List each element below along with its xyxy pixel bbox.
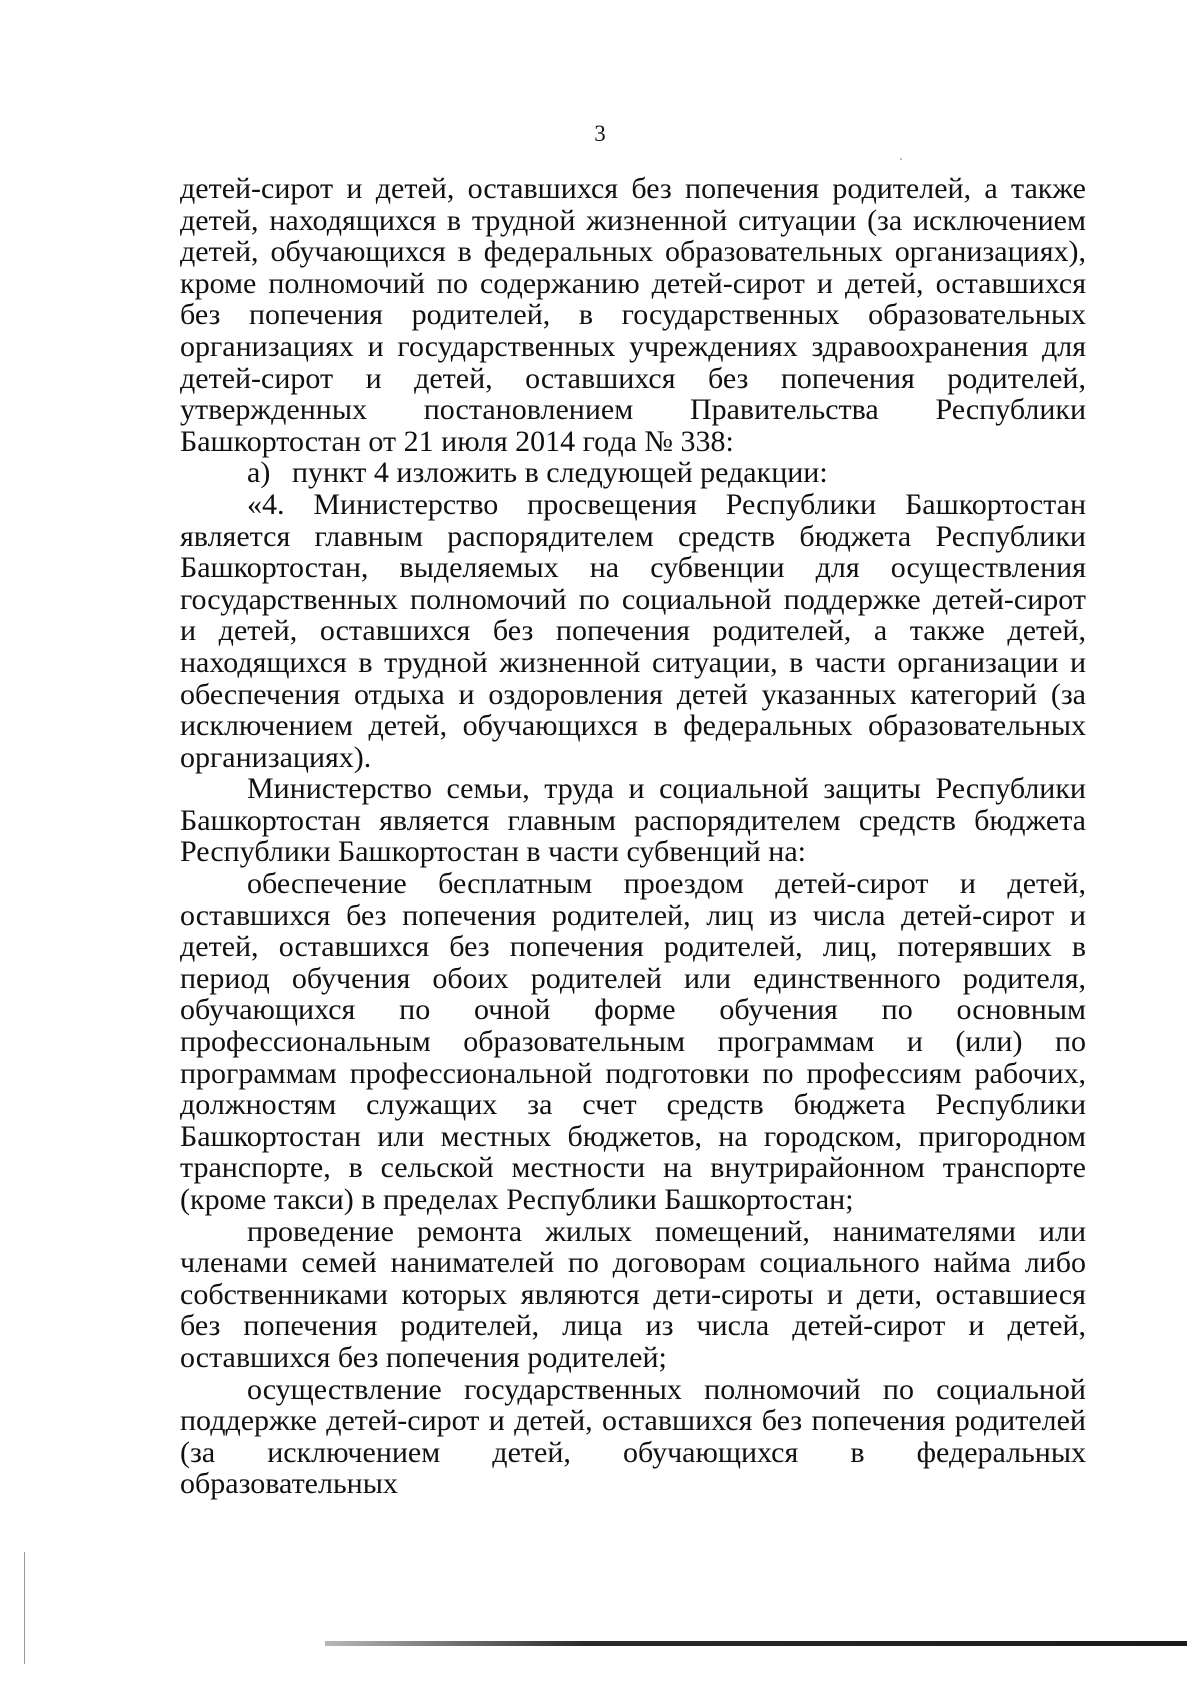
paragraph-ministry-family: Министерство семьи, труда и социальной защиты Республики Башкортостан является главным распорядителем средств бюджета Республики Башкортостан в части субвенций на: [180,772,1086,869]
paragraph-housing-repair: проведение ремонта жилых помещений, нанимателями или членами семей нанимателей по договорам социального найма либо собственниками которых являются дети-сироты и дети, оставшиеся без попечения родителей, лица из числа детей-сирот и детей, оставшихся без попечения родителей; [180,1214,1086,1374]
paragraph-state-powers: осуществление государственных полномочий по социальной поддержке детей-сирот и детей, оставшихся без попечения родителей (за исключением детей, обучающихся в федеральных образовательных [180,1372,1086,1501]
scan-left-edge-line [24,1552,25,1664]
subitem-a: а) пункт 4 изложить в следующей редакции: [247,456,828,490]
scan-bottom-edge-line [325,1641,1187,1646]
page-number: 3 [594,121,606,146]
paragraph-free-travel: обеспечение бесплатным проездом детей-сирот и детей, оставшихся без попечения родителей, лиц из числа детей-сирот и детей, оставшихся без попечения родителей, лиц, потерявших в период обучения обоих родителей или единственного родителя, обучающихся по очной форме обучения по основным профессиональным образовательным программам и (или) по программам профессиональной подготовки по профессиям рабочих, должностям служащих за счет средств бюджета Республики Башкортостан или местных бюджетов, на городском, пригородном транспорте, в сельской местности на внутрирайонном транспорте (кроме такси) в пределах Республики Башкортостан; [180,867,1086,1216]
paragraph-item-4: «4. Министерство просвещения Республики Башкортостан является главным распорядителем средств бюджета Республики Башкортостан, выделяемых на субвенции для осуществления государственных полномочий по социальной поддержке детей-сирот и детей, оставшихся без попечения родителей, а также детей, находящихся в трудной жизненной ситуации, в части организации и обеспечения отдыха и оздоровления детей указанных категорий (за исключением детей, обучающихся в федеральных образовательных организациях). [180,487,1086,774]
paragraph-intro: детей-сирот и детей, оставшихся без попечения родителей, а также детей, находящихся в трудной жизненной ситуации (за исключением детей, обучающихся в федеральных образовательных организациях), кроме полномочий по содержанию детей-сирот и детей, оставшихся без попечения родителей, в государственных образовательных организациях и государственных учреждениях здравоохранения для детей-сирот и детей, оставшихся без попечения родителей, утвержденных постановлением Правительства Республики Башкортостан от 21 июля 2014 года № 338: [180,172,1086,458]
document-body [180,173,1086,1500]
scan-speck [900,158,902,160]
